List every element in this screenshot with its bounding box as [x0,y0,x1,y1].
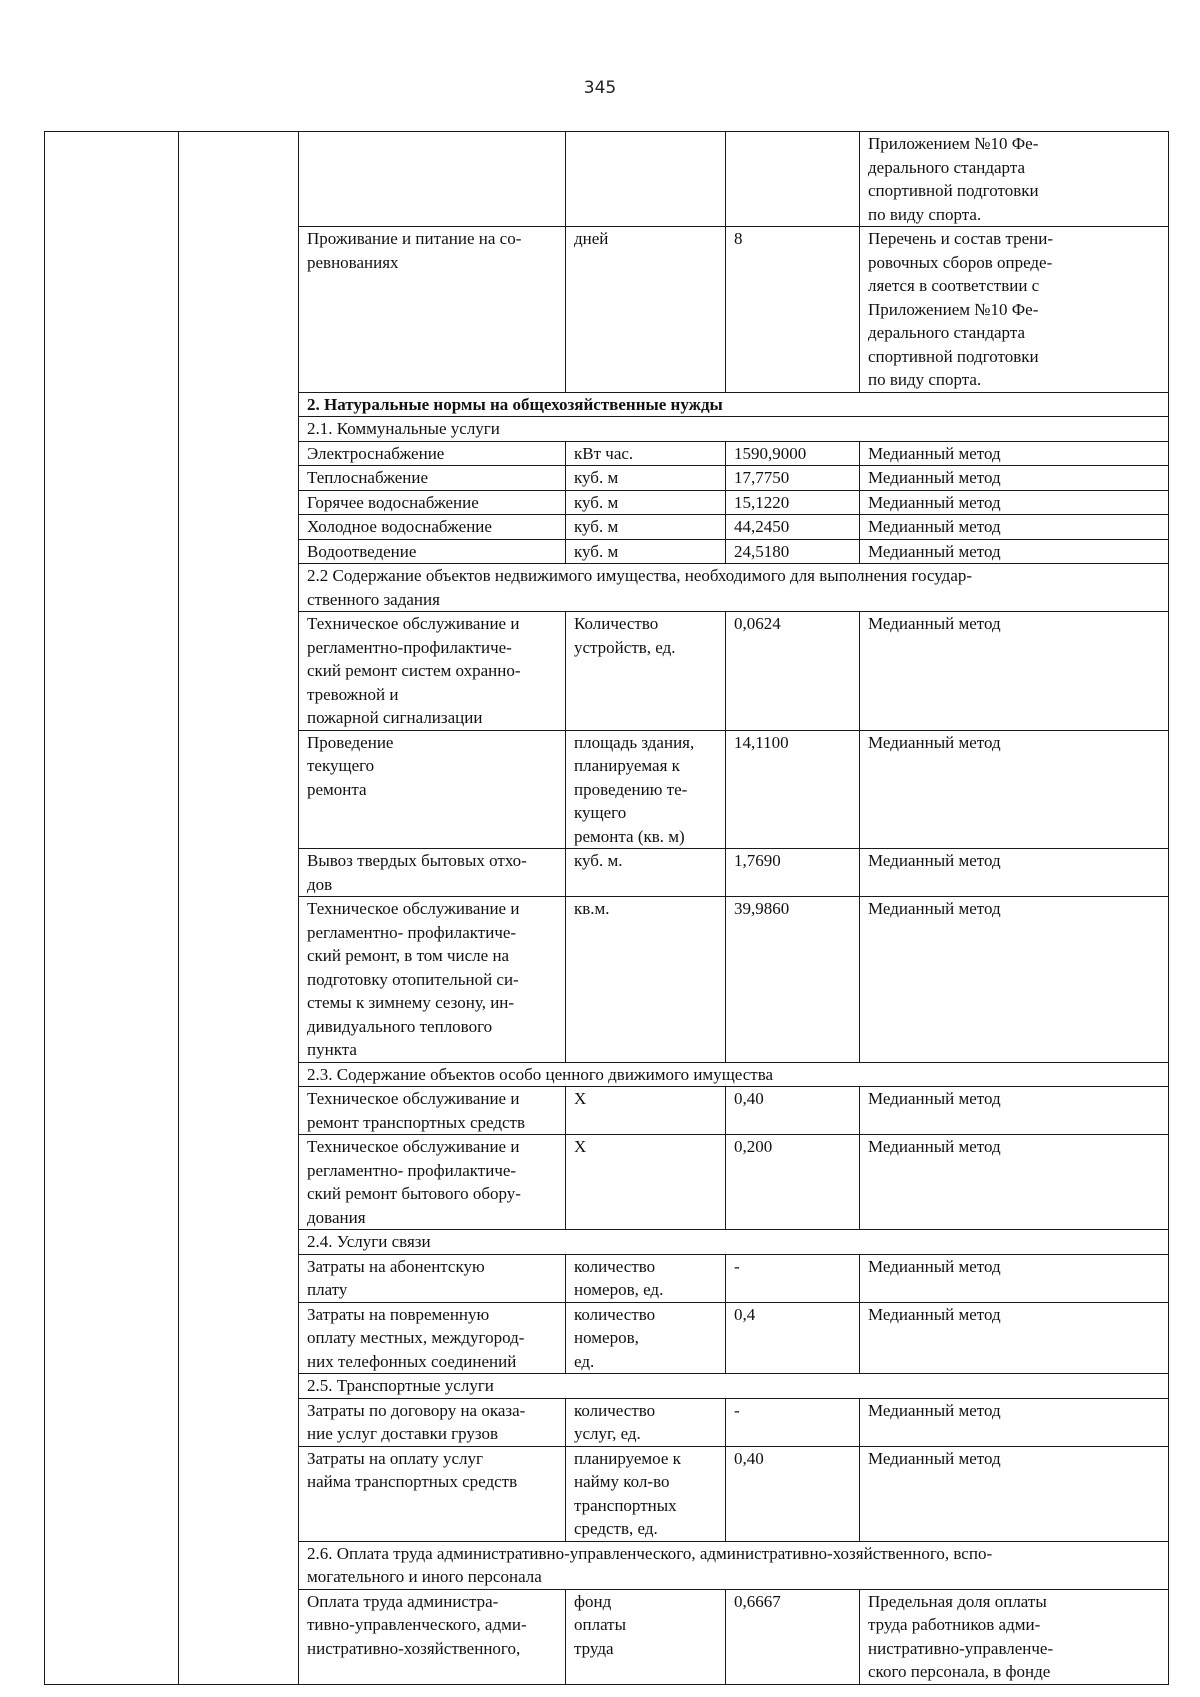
item-value-cell: 39,9860 [726,897,860,1063]
item-unit-cell: куб. м [566,490,726,515]
item-value-cell: 0,40 [726,1087,860,1135]
item-value-cell: 14,1100 [726,730,860,849]
item-note-cell: Медианный метод [860,849,1169,897]
item-value-cell: 0,0624 [726,612,860,731]
item-unit-cell: количество номеров, ед. [566,1254,726,1302]
item-value-cell: - [726,1398,860,1446]
item-name-cell: Теплоснабжение [299,466,566,491]
subsection-title: 2.4. Услуги связи [299,1230,1169,1255]
item-note-cell: Медианный метод [860,515,1169,540]
item-value-cell: 0,6667 [726,1589,860,1684]
subsection-title: 2.2 Содержание объектов недвижимого имущества, необходимого для выполнения государ- ственного задания [299,564,1169,612]
item-note-cell: Медианный метод [860,1135,1169,1230]
item-unit-cell: кВт час. [566,441,726,466]
item-value-cell: - [726,1254,860,1302]
item-value-cell: 8 [726,227,860,393]
item-name-cell: Затраты на оплату услуг найма транспортных средств [299,1446,566,1541]
item-name-cell: Горячее водоснабжение [299,490,566,515]
item-name-cell: Техническое обслуживание и регламентно- профилактиче- ский ремонт бытового обору- дования [299,1135,566,1230]
item-note-cell: Медианный метод [860,539,1169,564]
subsection-title: 2.1. Коммунальные услуги [299,417,1169,442]
item-name-cell: Техническое обслуживание и ремонт транспортных средств [299,1087,566,1135]
item-unit-cell: количество номеров, ед. [566,1302,726,1374]
table-row [45,132,1169,227]
item-note-cell: Предельная доля оплаты труда работников адми- нистративно-управленче- ского персонала, в фонде [860,1589,1169,1684]
item-note-cell: Медианный метод [860,1398,1169,1446]
item-value-cell: 0,4 [726,1302,860,1374]
item-note-cell: Приложением №10 Фе- дерального стандарта спортивной подготовки по виду спорта. [860,132,1169,227]
first-empty-column [45,132,179,1685]
item-value-cell: 24,5180 [726,539,860,564]
item-note-cell: Медианный метод [860,1446,1169,1541]
table-body [45,132,1169,1685]
item-note-cell: Медианный метод [860,466,1169,491]
item-name-cell [299,132,566,227]
item-note-cell: Медианный метод [860,897,1169,1063]
item-value-cell: 1590,9000 [726,441,860,466]
item-note-cell: Медианный метод [860,730,1169,849]
item-unit-cell: Количество устройств, ед. [566,612,726,731]
item-value-cell: 15,1220 [726,490,860,515]
item-name-cell: Проживание и питание на со- ревнованиях [299,227,566,393]
page-number: 345 [583,78,617,98]
item-name-cell: Затраты на повременную оплату местных, междугород- них телефонных соединений [299,1302,566,1374]
item-note-cell: Медианный метод [860,612,1169,731]
item-note-cell: Медианный метод [860,1254,1169,1302]
item-unit-cell: куб. м [566,539,726,564]
section-heading: 2. Натуральные нормы на общехозяйственные нужды [299,392,1169,417]
item-unit-cell: куб. м [566,515,726,540]
item-value-cell: 17,7750 [726,466,860,491]
subsection-title: 2.5. Транспортные услуги [299,1374,1169,1399]
item-name-cell: Электроснабжение [299,441,566,466]
item-note-cell: Перечень и состав трени- ровочных сборов опреде- ляется в соответствии с Приложением №10 Фе- дерального стандарта спортивной подготовки по виду спорта. [860,227,1169,393]
item-name-cell: Техническое обслуживание и регламентно- профилактиче- ский ремонт, в том числе на подготовку отопительной си- стемы к зимнему сезону, ин- дивидуального теплового пункта [299,897,566,1063]
item-name-cell: Техническое обслуживание и регламентно-профилактиче- ский ремонт систем охранно- тревожной и пожарной сигнализации [299,612,566,731]
item-unit-cell: Х [566,1135,726,1230]
item-value-cell: 44,2450 [726,515,860,540]
subsection-title: 2.3. Содержание объектов особо ценного движимого имущества [299,1062,1169,1087]
item-unit-cell [566,132,726,227]
subsection-title: 2.6. Оплата труда административно-управленческого, административно-хозяйственного, вспо- могательного и иного персонала [299,1541,1169,1589]
item-name-cell: Водоотведение [299,539,566,564]
item-name-cell: Затраты на абонентскую плату [299,1254,566,1302]
item-unit-cell: количество услуг, ед. [566,1398,726,1446]
item-name-cell: Затраты по договору на оказа- ние услуг доставки грузов [299,1398,566,1446]
item-unit-cell: куб. м [566,466,726,491]
item-value-cell: 0,40 [726,1446,860,1541]
item-value-cell: 1,7690 [726,849,860,897]
norms-table [44,131,1169,1685]
item-note-cell: Медианный метод [860,1302,1169,1374]
item-unit-cell: планируемое к найму кол-во транспортных средств, ед. [566,1446,726,1541]
item-note-cell: Медианный метод [860,441,1169,466]
item-name-cell: Холодное водоснабжение [299,515,566,540]
item-name-cell: Проведение текущего ремонта [299,730,566,849]
item-unit-cell: куб. м. [566,849,726,897]
item-value-cell: 0,200 [726,1135,860,1230]
item-unit-cell: кв.м. [566,897,726,1063]
item-note-cell: Медианный метод [860,490,1169,515]
item-unit-cell: площадь здания, планируемая к проведению те- кущего ремонта (кв. м) [566,730,726,849]
item-unit-cell: фонд оплаты труда [566,1589,726,1684]
item-unit-cell: Х [566,1087,726,1135]
item-name-cell: Вывоз твердых бытовых отхо- дов [299,849,566,897]
item-value-cell [726,132,860,227]
item-name-cell: Оплата труда администра- тивно-управленческого, адми- нистративно-хозяйственного, [299,1589,566,1684]
item-note-cell: Медианный метод [860,1087,1169,1135]
second-empty-column [179,132,299,1685]
item-unit-cell: дней [566,227,726,393]
